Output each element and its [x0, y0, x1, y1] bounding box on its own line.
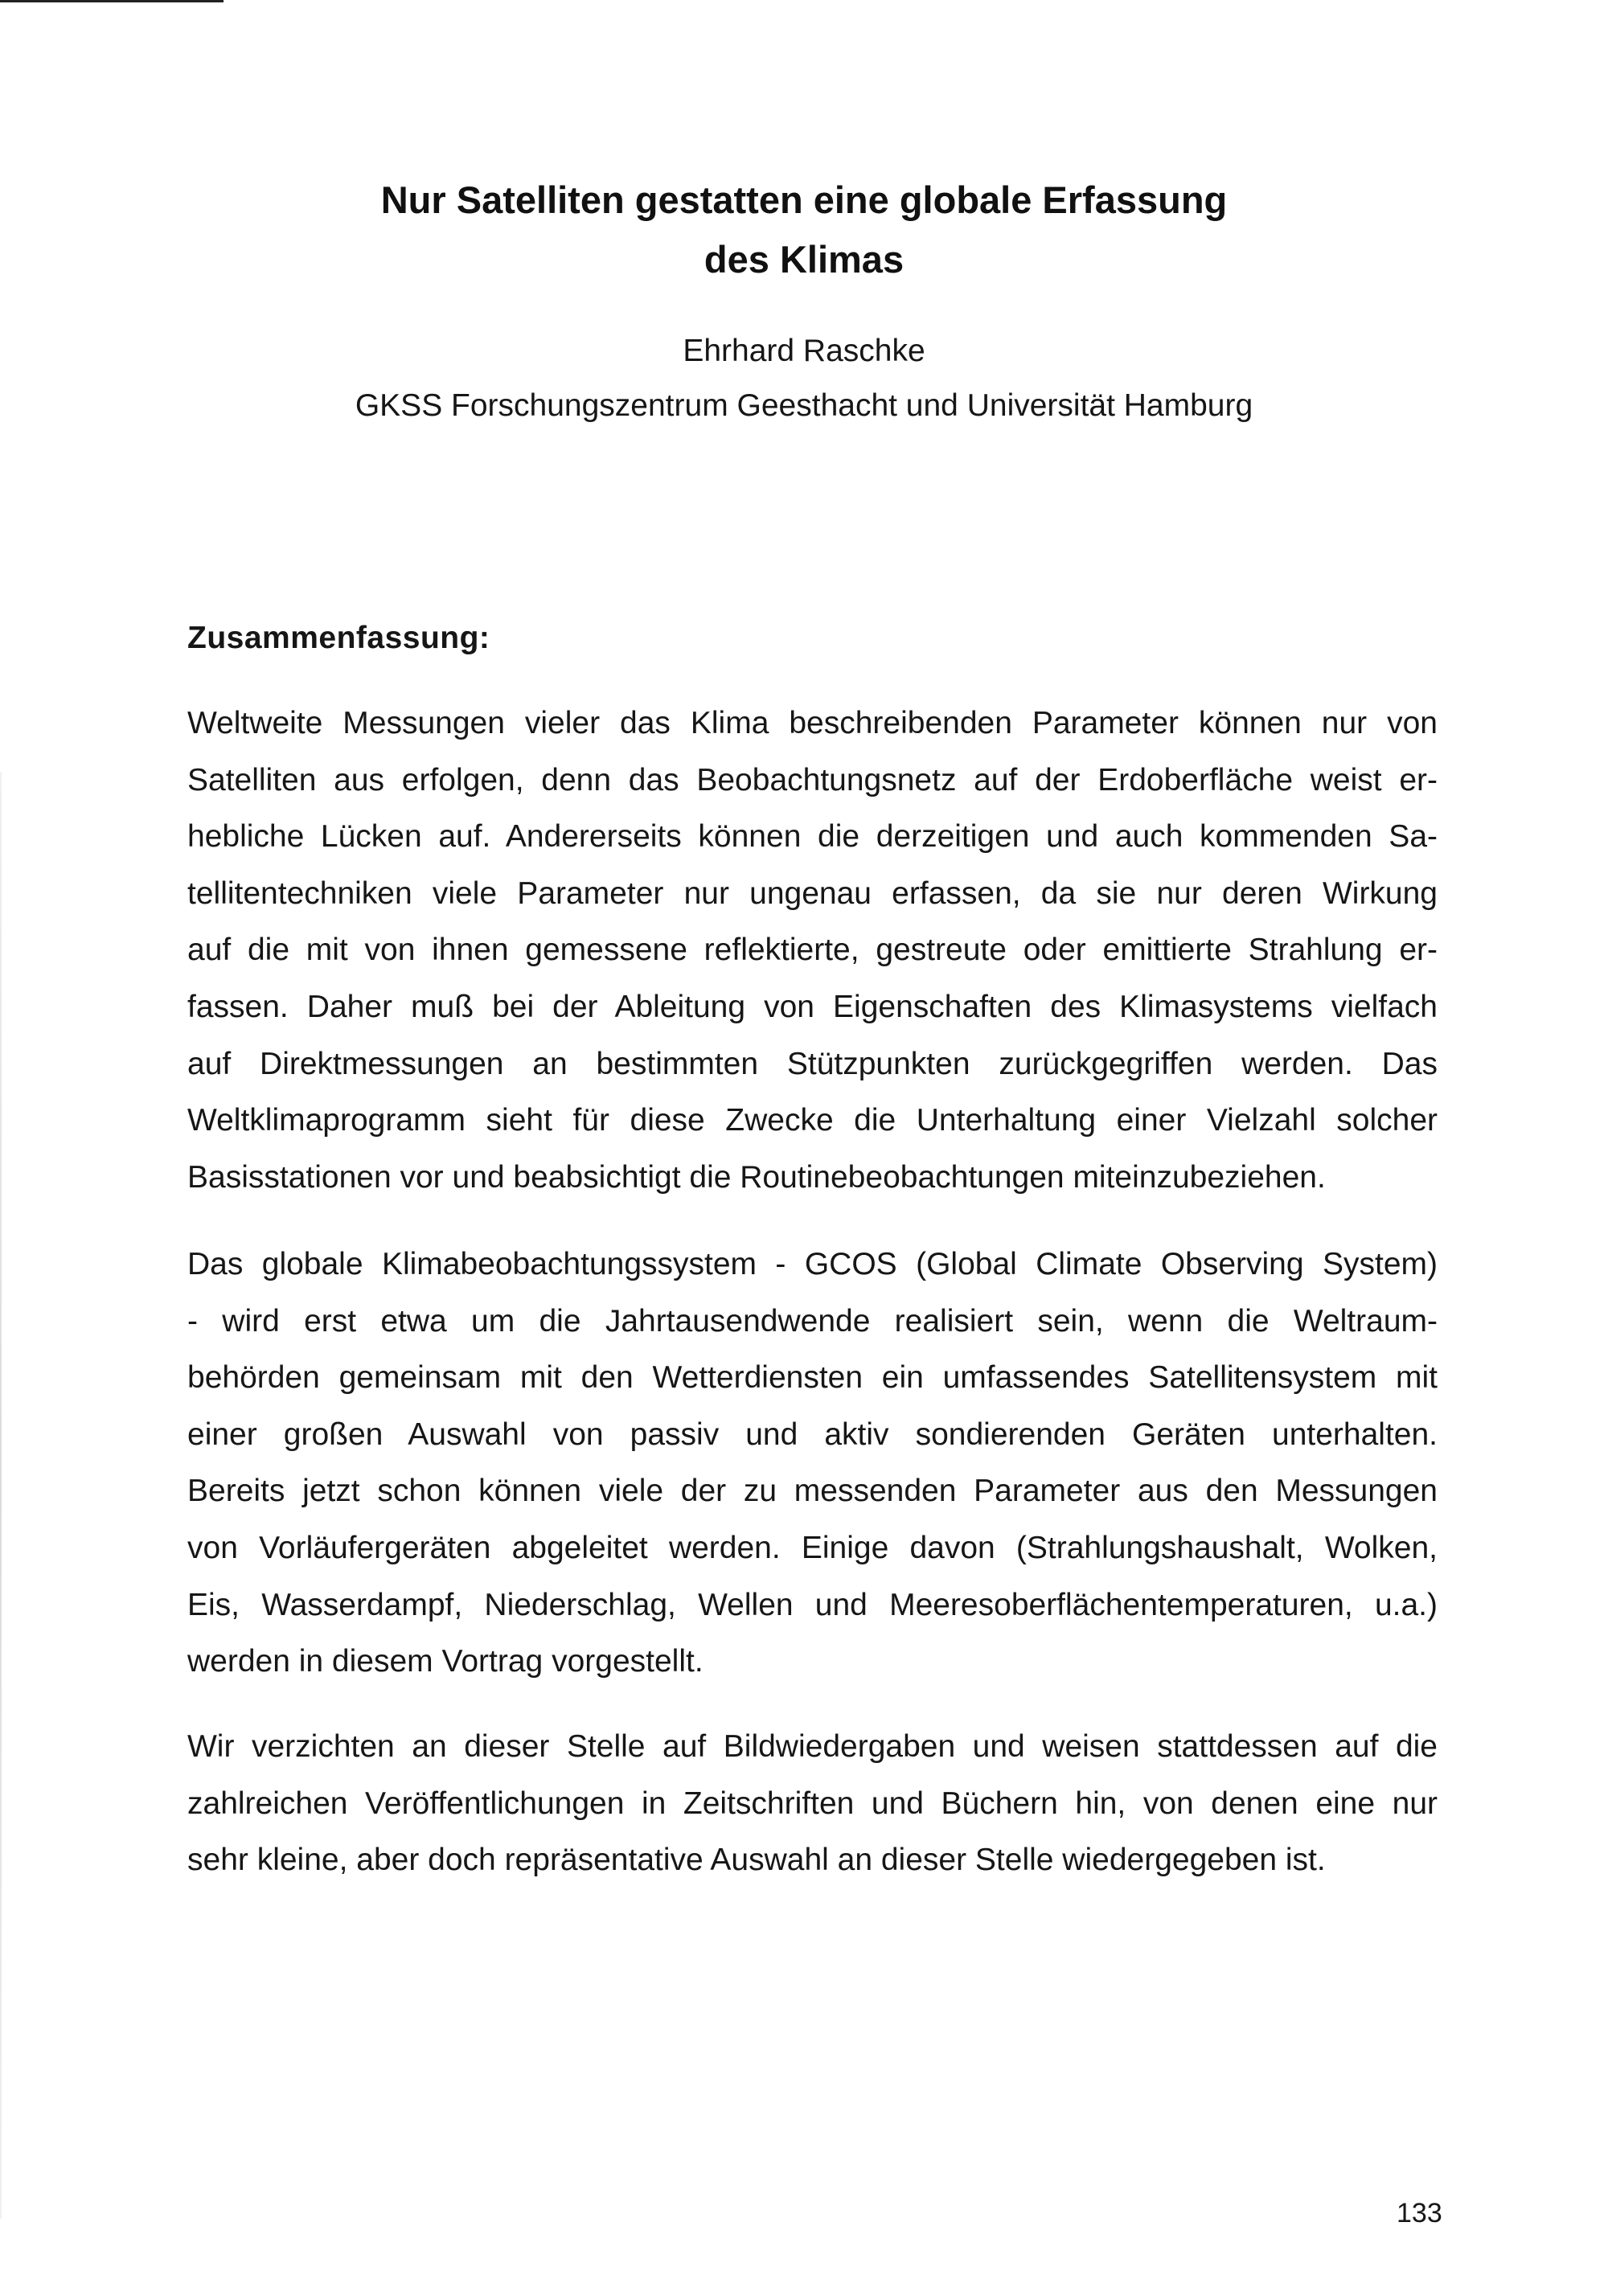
author-name: Ehrhard Raschke [683, 334, 925, 368]
scan-left-edge [0, 772, 2, 2219]
paragraph-line: behörden gemeinsam mit den Wetterdiensten ein umfassendes Satellitensystem mit [187, 1360, 1438, 1396]
paragraph-line: Weltweite Messungen vieler das Klima beschreibenden Parameter können nur von [187, 706, 1438, 740]
paragraph-line: Weltklimaprogramm sieht für diese Zwecke die Unterhaltung einer Vielzahl solcher [187, 1103, 1438, 1138]
paragraph-line: Eis, Wasserdampf, Niederschlag, Wellen und Meeresoberflächentemperaturen, u.a.) [187, 1587, 1438, 1622]
paragraph-line: einer großen Auswahl von passiv und aktiv sondierenden Geräten unterhalten. [187, 1417, 1438, 1452]
author-affiliation: GKSS Forschungszentrum Geesthacht und Universität Hamburg [355, 388, 1253, 423]
paragraph-line: auf Direktmessungen an bestimmten Stützpunkten zurückgegriffen werden. Das [187, 1046, 1438, 1081]
paragraph-line: zahlreichen Veröffentlichungen in Zeitschriften und Büchern hin, von denen eine nur [187, 1786, 1438, 1821]
paragraph-line: werden in diesem Vortrag vorgestellt. [187, 1644, 704, 1679]
paragraph-line: - wird erst etwa um die Jahrtausendwende realisiert sein, wenn die Weltraum- [187, 1303, 1438, 1339]
paragraph-line: tellitentechniken viele Parameter nur ungenau erfassen, da sie nur deren Wirkung [187, 875, 1438, 911]
paragraph-line: Das globale Klimabeobachtungssystem - GCOS (Global Climate Observing System) [187, 1247, 1438, 1281]
paragraph-line: sehr kleine, aber doch repräsentative Auswahl an dieser Stelle wiedergegeben ist. [187, 1843, 1326, 1878]
section-heading-summary: Zusammenfassung: [187, 621, 490, 655]
summary-paragraph-2 [187, 1236, 1438, 1691]
paper-title [0, 170, 1608, 289]
paragraph-line: auf die mit von ihnen gemessene reflektierte, gestreute oder emittierte Strahlung er- [187, 933, 1438, 968]
summary-paragraph-3 [187, 1719, 1438, 1889]
paragraph-line: fassen. Daher muß bei der Ableitung von Eigenschaften des Klimasystems vielfach [187, 989, 1438, 1024]
paragraph-line: Basisstationen vor und beabsichtigt die Routinebeobachtungen miteinzubeziehen. [187, 1159, 1326, 1195]
top-rule [0, 0, 224, 2]
paragraph-line: Wir verzichten an dieser Stelle auf Bildwiedergaben und weisen stattdessen auf die [187, 1729, 1438, 1764]
title-line-2: des Klimas [704, 238, 904, 281]
title-line-1: Nur Satelliten gestatten eine globale Erfassung [380, 178, 1228, 221]
paragraph-line: hebliche Lücken auf. Andererseits können die derzeitigen und auch kommenden Sa- [187, 819, 1438, 855]
paragraph-line: von Vorläufergeräten abgeleitet werden. Einige davon (Strahlungshaushalt, Wolken, [187, 1530, 1438, 1565]
summary-paragraph-1 [187, 695, 1438, 1206]
page-number: 133 [1397, 2198, 1442, 2228]
paragraph-line: Bereits jetzt schon können viele der zu messenden Parameter aus den Messungen [187, 1474, 1438, 1509]
paragraph-line: Satelliten aus erfolgen, denn das Beobachtungsnetz auf der Erdoberfläche weist er- [187, 762, 1438, 797]
